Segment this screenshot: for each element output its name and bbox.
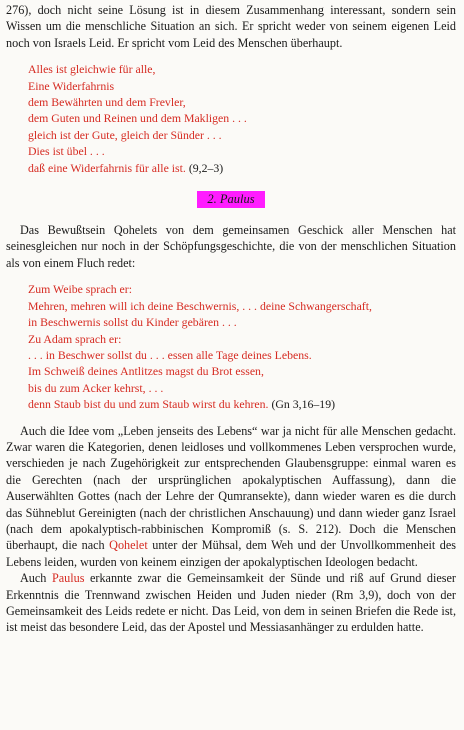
quote-line: Mehren, mehren will ich deine Beschwernis, . . . deine Schwangerschaft,	[28, 298, 372, 313]
quote-line: Im Schweiß deines Antlitzes magst du Brot essen,	[28, 364, 264, 379]
quote-reference: (9,2–3)	[188, 160, 224, 175]
paragraph-4: Auch Paulus erkannte zwar die Gemeinsamkeit der Sünde und riß auf Grund dieser Erkenntnis die Trennwand zwischen Heiden und Juden nieder (Rm 3,9), doch von der Gemeinsamkeit des Leids redete er nicht. Das Leid, von dem in seinen Briefen die Rede ist, ist meist das besondere Leid, das der Apostel und Messiasanhänger zu erdulden hatte.	[6, 571, 456, 635]
paragraph-2: Das Bewußtsein Qohelets von dem gemeinsamen Geschick aller Menschen hat seinesgleichen nur noch in der Schöpfungsgeschichte, die von der menschlichen Situation als von einem Fluch redet:	[6, 223, 456, 270]
quote-line: Eine Widerfahrnis	[28, 78, 115, 93]
quote-line: dem Bewährten und dem Frevler,	[28, 95, 186, 110]
document-page	[6, 2, 456, 636]
quote-line: Zum Weibe sprach er:	[28, 282, 132, 297]
quote-line-last: denn Staub bist du und zum Staub wirst du kehren. (Gn 3,16–19)	[28, 397, 336, 412]
paragraph-3: Auch die Idee vom „Leben jenseits des Lebens“ war ja nicht für alle Menschen gedacht. Zwar waren die Kategorien, denen leidloses und vollkommenes Leben versprochen wurde, verschieden je nach Zugehörigkeit zur entsprechenden Glaubensgruppe: einmal waren es die Gerechten (nach der ursprünglichen apokalyptischen Auffassung), dann die Auserwählten Gottes (nach der Lehre der Qumransekte), dann wieder waren es die durch das Sühneblut Gereinigten (nach der christlichen Anschauung) und dann wieder ganz Israel (nach dem apokalyptisch-rabbinischen Kompromiß (s. S. 212). Doch die Menschen überhaupt, die nach Qohelet unter der Mühsal, dem Weh und der Unvollkommenheit des Lebens leiden, wurden von keinem einzigen der apokalyptischen Ideologen bedacht.	[6, 423, 456, 569]
quote-line: gleich ist der Gute, gleich der Sünder . . .	[28, 127, 222, 142]
quote-line: Dies ist übel . . .	[28, 144, 105, 159]
quote-line: bis du zum Acker kehrst, . . .	[28, 380, 164, 395]
quote-line: in Beschwernis sollst du Kinder gebären . . .	[28, 315, 237, 330]
quote-line: Zu Adam sprach er:	[28, 331, 122, 346]
highlighted-name-paulus: Paulus	[51, 571, 85, 586]
section-heading-wrap	[6, 190, 456, 208]
highlighted-name-qohelet: Qohelet	[109, 538, 148, 553]
ecclesiastes-quote	[28, 61, 456, 176]
genesis-quote	[28, 281, 456, 412]
quote-line: dem Guten und Reinen und dem Makligen . . .	[28, 111, 247, 126]
intro-paragraph: 276), doch nicht seine Lösung ist in diesem Zusammenhang interessant, sondern sein Wissen um die menschliche Situation an sich. Er spricht weder von seinem eigenen Leid noch von Israels Leid. Er spricht vom Leid des Menschen überhaupt.	[6, 3, 456, 50]
quote-line: . . . in Beschwer sollst du . . . essen alle Tage deines Lebens.	[28, 347, 312, 362]
section-heading: 2. Paulus	[197, 191, 264, 208]
quote-line: Alles ist gleichwie für alle,	[28, 62, 156, 77]
quote-reference: (Gn 3,16–19)	[271, 397, 336, 412]
quote-line-last: daß eine Widerfahrnis für alle ist. (9,2–3)	[28, 160, 224, 175]
